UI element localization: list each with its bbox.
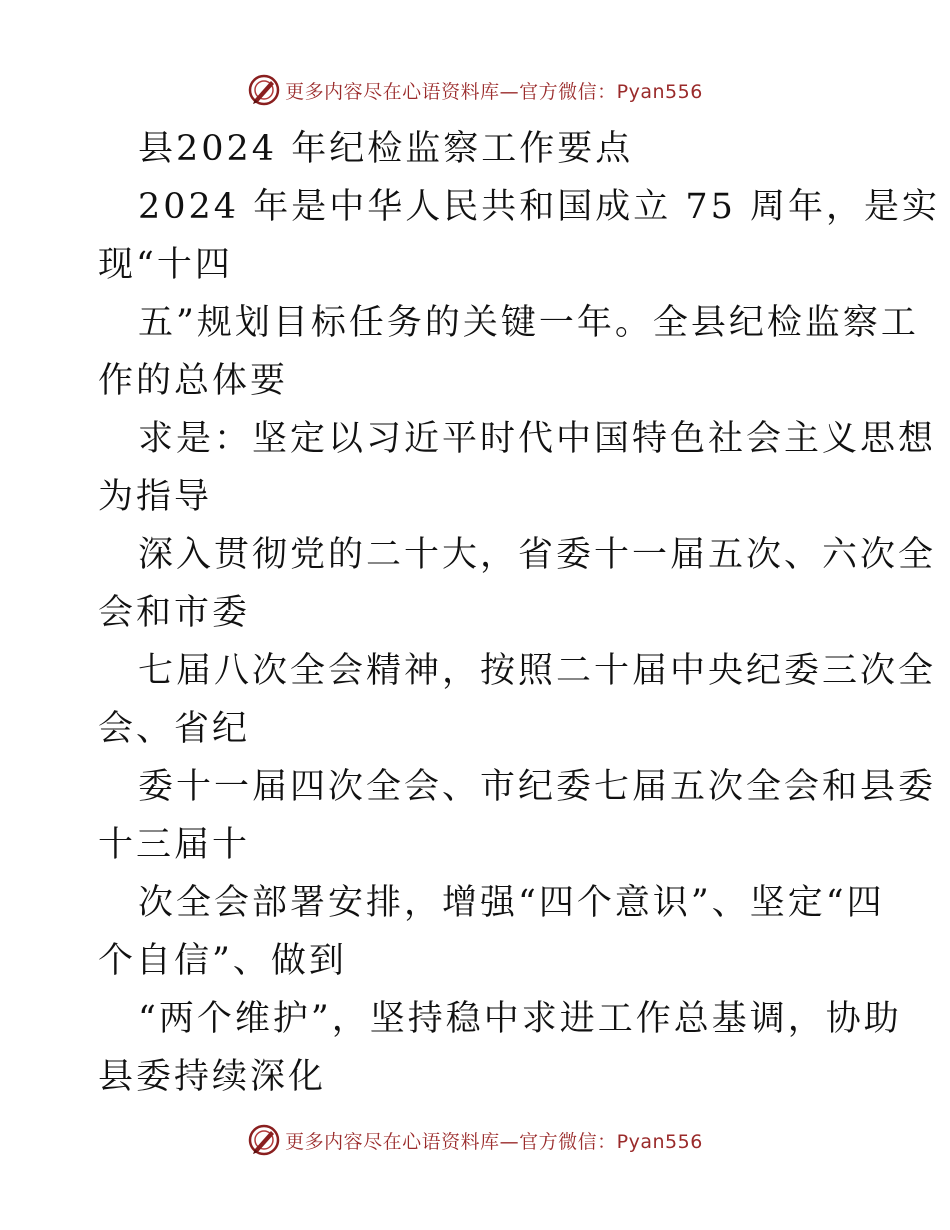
paragraph-line: 七届八次全会精神，按照二十届中央纪委三次全 [138, 651, 937, 691]
document-title: 县2024 年纪检监察工作要点 [138, 129, 634, 169]
paragraph-line: 为指导 [98, 477, 213, 517]
paragraph-line: 委十一届四次全会、市纪委七届五次全会和县委 [138, 767, 937, 807]
document-body [98, 120, 940, 1106]
paragraph-line: 次全会部署安排，增强“四个意识”、坚定“四 [138, 883, 885, 923]
footer-banner-text: 更多内容尽在心语资料库—官方微信：Pyan556 [285, 1130, 703, 1153]
paragraph-line: 会和市委 [98, 593, 251, 633]
header-banner [0, 70, 950, 110]
paragraph-line: 会、省纪 [98, 709, 251, 749]
paragraph-line: 深入贯彻党的二十大，省委十一届五次、六次全 [138, 535, 937, 575]
header-banner-text: 更多内容尽在心语资料库—官方微信：Pyan556 [285, 80, 703, 103]
paragraph-line: 现“十四 [98, 245, 233, 285]
paragraph-line: 作的总体要 [98, 361, 289, 401]
paragraph-line: 县委持续深化 [98, 1057, 327, 1097]
pen-logo-icon [247, 73, 281, 107]
paragraph-line: 个自信”、做到 [98, 941, 347, 981]
paragraph-line: 十三届十 [98, 825, 251, 865]
footer-banner [0, 1120, 950, 1160]
paragraph-line: “两个维护”，坚持稳中求进工作总基调，协助 [138, 999, 902, 1039]
paragraph-line: 五”规划目标任务的关键一年。全县纪检监察工 [138, 303, 919, 343]
paragraph-line: 2024 年是中华人民共和国成立 75 周年，是实 [138, 187, 940, 227]
pen-logo-icon [247, 1123, 281, 1157]
paragraph-line: 求是：坚定以习近平时代中国特色社会主义思想 [138, 419, 937, 459]
